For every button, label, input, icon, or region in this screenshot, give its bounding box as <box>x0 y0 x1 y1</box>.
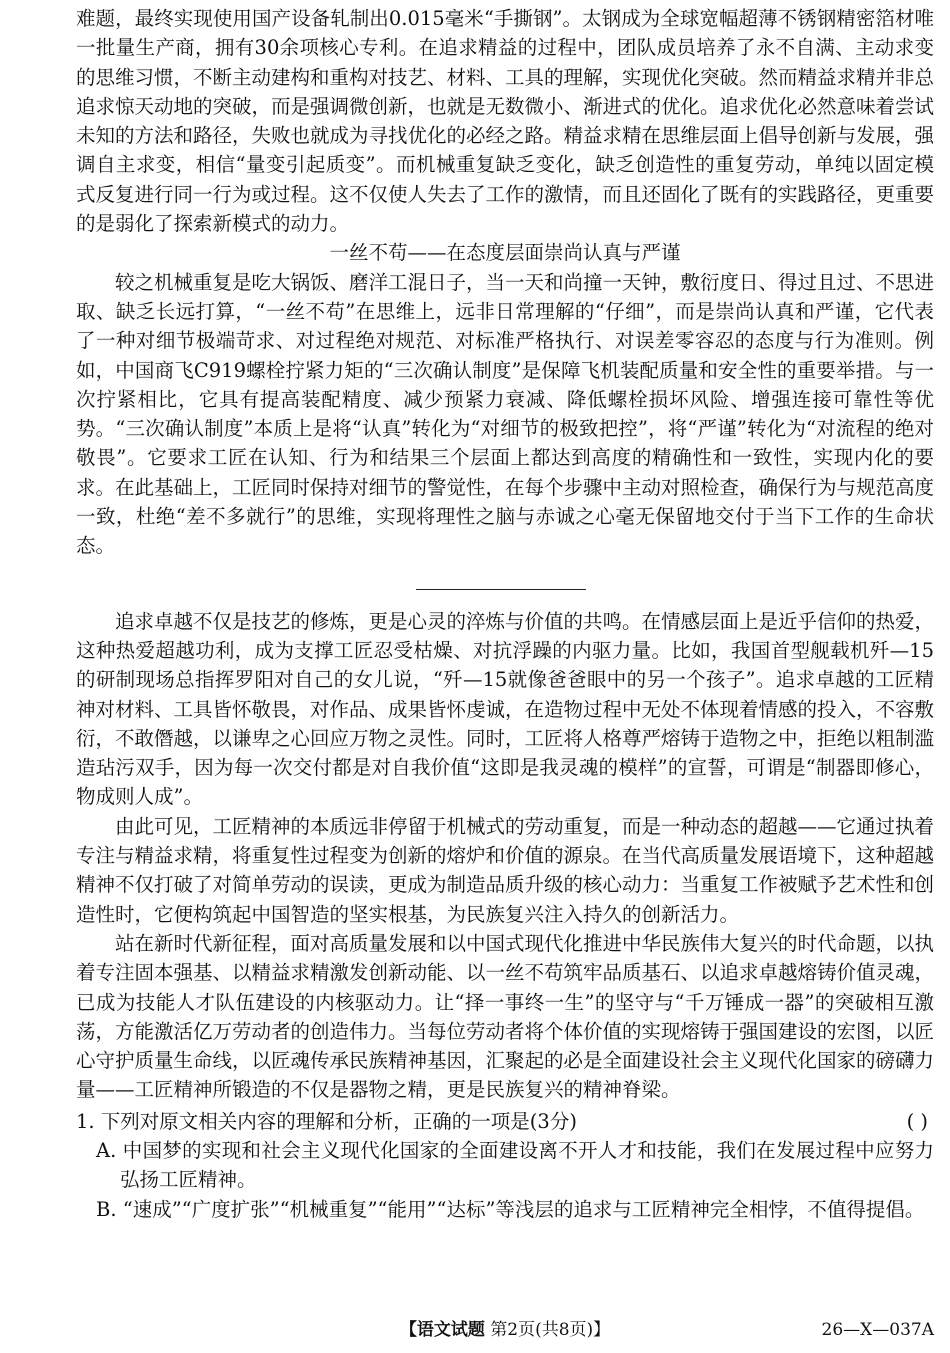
paragraph-yisi-bugou: 较之机械重复是吃大锅饭、磨洋工混日子，当一天和尚撞一天钟，敷衍度日、得过且过、不思进取、缺乏长远打算，“一丝不苟”在思维上，远非日常理解的“仔细”，而是崇尚认真和严谨，它代表了一种对细节极端苛求、对过程绝对规范、对标准严格执行、对误差零容忍的态度与行为准则。例如，中国商飞C919螺栓拧紧力矩的“三次确认制度”是保障飞机装配质量和安全性的重要举措。与一次拧紧相比，它具有提高装配精度、减少预紧力衰减、降低螺栓损坏风险、增强连接可靠性等优势。“三次确认制度”本质上是将“认真”转化为“对细节的极致把控”，将“严谨”转化为“对流程的绝对敬畏”。它要求工匠在认知、行为和结果三个层面上都达到高度的精确性和一致性，实现内化的要求。在此基础上，工匠同时保持对细节的警觉性，在每个步骤中主动对照检查，确保行为与规范高度一致，杜绝“差不多就行”的思维，实现将理性之脑与赤诚之心毫无保留地交付于当下工作的生命状态。 <box>76 270 935 558</box>
question-stem-text: 1. 下列对原文相关内容的理解和分析，正确的一项是(3分) <box>76 1109 577 1133</box>
paragraph-zhuiqiu-zhuoyue: 追求卓越不仅是技艺的修炼，更是心灵的淬炼与价值的共鸣。在情感层面上是近乎信仰的热爱，这种热爱超越功利，成为支撑工匠忍受枯燥、对抗浮躁的内驱力量。比如，我国首型舰载机歼—15的研制现场总指挥罗阳对自己的女儿说，“歼—15就像爸爸眼中的另一个孩子”。追求卓越的工匠精神对材料、工具皆怀敬畏，对作品、成果皆怀虔诚，在造物过程中无处不体现着情感的投入，不容敷衍，不敢僭越，以谦卑之心回应万物之灵性。同时，工匠将人格尊严熔铸于造物之中，拒绝以粗制滥造玷污双手，因为每一次交付都是对自我价值“这即是我灵魂的模样”的宣誓，可谓是“制器即修心，物成则人成”。 <box>76 609 935 809</box>
question-1-stem <box>76 1107 934 1136</box>
option-a: A. 中国梦的实现和社会主义现代化国家的全面建设离不开人才和技能，我们在发展过程中应努力弘扬工匠精神。 <box>96 1138 934 1192</box>
paragraph-youci-kejian: 由此可见，工匠精神的本质远非停留于机械式的劳动重复，而是一种动态的超越——它通过执着专注与精益求精，将重复性过程变为创新的熔炉和价值的源泉。在当代高质量发展语境下，这种超越精神不仅打破了对简单劳动的误读，更成为制造品质升级的核心动力：当重复工作被赋予艺术性和创造性时，它便构筑起中国智造的坚实根基，为民族复兴注入持久的创新活力。 <box>76 814 935 926</box>
footer-subject: 【语文试题 <box>399 1320 485 1340</box>
footer-page-number: 第2页(共8页)】 <box>490 1320 611 1340</box>
paragraph-continuation: 难题，最终实现使用国产设备轧制出0.015毫米“手撕钢”。太钢成为全球宽幅超薄不锈钢精密箔材唯一批量生产商，拥有30余项核心专利。在追求精益的过程中，团队成员培养了永不自满、主动求变的思维习惯，不断主动建构和重构对技艺、材料、工具的理解，实现优化突破。然而精益求精并非总追求惊天动地的突破，而是强调微创新，也就是无数微小、渐进式的优化。追求优化必然意味着尝试未知的方法和路径，失败也就成为寻找优化的必经之路。精益求精在思维层面上倡导创新与发展，强调自主求变，相信“量变引起质变”。而机械重复缺乏变化，缺乏创造性的重复劳动，单纯以固定模式反复进行同一行为或过程。这不仅使人失去了工作的激情，而且还固化了既有的实践路径，更重要的是弱化了探索新模式的动力。 <box>76 7 935 236</box>
option-b: B. “速成”“广度扩张”“机械重复”“能用”“达标”等浅层的追求与工匠精神完全相悖，不值得提倡。 <box>96 1197 925 1221</box>
answer-blank: ( ) <box>906 1109 928 1133</box>
section-subtitle: 一丝不苟——在态度层面崇尚认真与严谨 <box>329 241 681 265</box>
paragraph-zhanzai: 站在新时代新征程，面对高质量发展和以中国式现代化推进中华民族伟大复兴的时代命题，以执着专注固本强基、以精益求精激发创新动能、以一丝不苟筑牢品质基石、以追求卓越熔铸价值灵魂，已成为技能人才队伍建设的内核驱动力。让“择一事终一生”的坚守与“千万锤成一器”的突破相互激荡，方能激活亿万劳动者的创造伟力。当每位劳动者将个体价值的实现熔铸于强国建设的宏图，以匠心守护质量生命线，以匠魂传承民族精神基因，汇聚起的必是全面建设社会主义现代化国家的磅礴力量——工匠精神所锻造的不仅是器物之精，更是民族复兴的精神脊梁。 <box>76 931 935 1102</box>
footer-exam-code: 26—X—037A <box>821 1320 934 1340</box>
exam-page <box>76 4 934 1224</box>
footer-page-info <box>76 1318 934 1342</box>
divider-line <box>416 589 586 590</box>
section-divider <box>76 561 934 607</box>
